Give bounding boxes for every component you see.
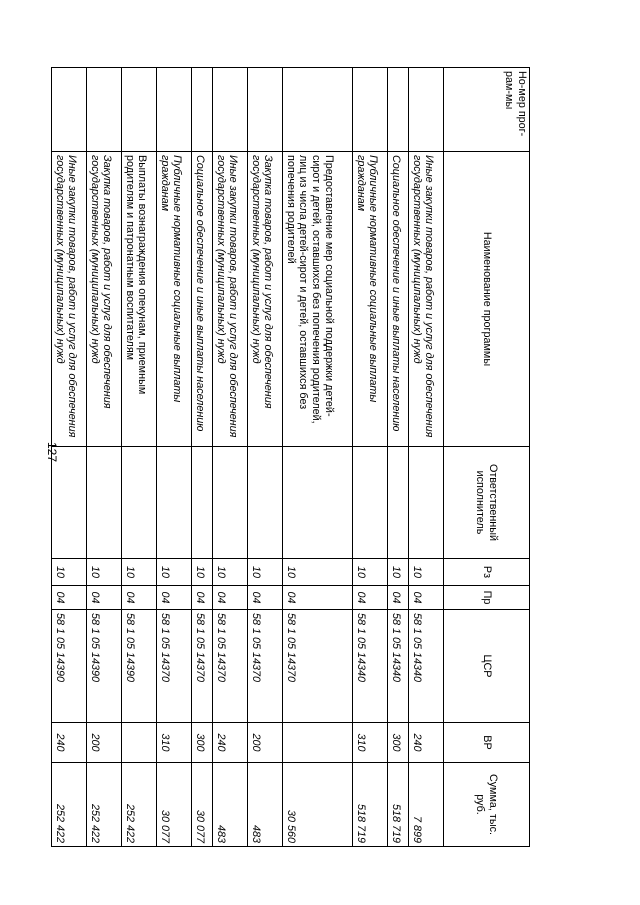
cell-program-number bbox=[157, 68, 192, 152]
table-row bbox=[248, 68, 283, 847]
table-row bbox=[213, 68, 248, 847]
cell-program-number bbox=[353, 68, 388, 152]
header-sum: Сумма, тыс. руб. bbox=[444, 763, 530, 847]
cell-rz: 10 bbox=[283, 559, 353, 586]
cell-vr: 240 bbox=[52, 723, 87, 763]
cell-csr: 58 1 05 14370 bbox=[248, 610, 283, 723]
rotated-table-container bbox=[53, 67, 530, 846]
cell-responsible bbox=[353, 447, 388, 559]
cell-vr: 200 bbox=[87, 723, 122, 763]
cell-program-name: Предоставление мер социальной поддержки детей-сирот и детей, оставшихся без попечения родителей, лиц из числа детей-сирот и детей, оставшихся без попечения родителей bbox=[283, 152, 353, 447]
cell-sum: 252 422 bbox=[87, 763, 122, 847]
header-program-number: Но-мер прог-рам-мы bbox=[444, 68, 530, 152]
cell-pr: 04 bbox=[87, 586, 122, 610]
cell-csr: 58 1 05 14340 bbox=[409, 610, 444, 723]
header-vr: ВР bbox=[444, 723, 530, 763]
cell-program-number bbox=[248, 68, 283, 152]
cell-vr: 240 bbox=[409, 723, 444, 763]
cell-vr bbox=[283, 723, 353, 763]
cell-rz: 10 bbox=[409, 559, 444, 586]
cell-program-name: Выплаты вознаграждения опекунам, приемным родителям и патронатным воспитателям bbox=[122, 152, 157, 447]
table-header-row bbox=[444, 68, 530, 847]
cell-csr: 58 1 05 14340 bbox=[388, 610, 409, 723]
cell-program-name: Публичные нормативные социальные выплаты гражданам bbox=[353, 152, 388, 447]
cell-rz: 10 bbox=[248, 559, 283, 586]
cell-rz: 10 bbox=[87, 559, 122, 586]
cell-program-name: Иные закупки товаров, работ и услуг для обеспечения государственных (муниципальных) нужд bbox=[213, 152, 248, 447]
cell-sum: 252 422 bbox=[52, 763, 87, 847]
cell-program-name: Закупка товаров, работ и услуг для обеспечения государственных (муниципальных) нужд bbox=[248, 152, 283, 447]
cell-responsible bbox=[192, 447, 213, 559]
cell-rz: 10 bbox=[192, 559, 213, 586]
cell-program-number bbox=[52, 68, 87, 152]
cell-csr: 58 1 05 14390 bbox=[122, 610, 157, 723]
cell-program-number bbox=[87, 68, 122, 152]
cell-vr: 310 bbox=[157, 723, 192, 763]
cell-program-number bbox=[388, 68, 409, 152]
cell-csr: 58 1 05 14370 bbox=[192, 610, 213, 723]
cell-csr: 58 1 05 14370 bbox=[157, 610, 192, 723]
cell-pr: 04 bbox=[409, 586, 444, 610]
table-row bbox=[52, 68, 87, 847]
cell-vr: 310 bbox=[353, 723, 388, 763]
cell-rz: 10 bbox=[122, 559, 157, 586]
cell-program-name: Закупка товаров, работ и услуг для обеспечения государственных (муниципальных) нужд bbox=[87, 152, 122, 447]
header-rz: Рз bbox=[444, 559, 530, 586]
table-row bbox=[192, 68, 213, 847]
header-responsible: Ответственный исполнитель bbox=[444, 447, 530, 559]
cell-responsible bbox=[122, 447, 157, 559]
table-row bbox=[409, 68, 444, 847]
cell-pr: 04 bbox=[248, 586, 283, 610]
cell-program-name: Социальное обеспечение и иные выплаты населению bbox=[192, 152, 213, 447]
cell-program-name: Иные закупки товаров, работ и услуг для обеспечения государственных (муниципальных) нужд bbox=[409, 152, 444, 447]
program-table bbox=[51, 67, 530, 847]
cell-rz: 10 bbox=[52, 559, 87, 586]
header-pr: Пр bbox=[444, 586, 530, 610]
cell-responsible bbox=[283, 447, 353, 559]
cell-program-number bbox=[283, 68, 353, 152]
cell-vr bbox=[122, 723, 157, 763]
cell-sum: 483 bbox=[213, 763, 248, 847]
cell-pr: 04 bbox=[52, 586, 87, 610]
table-row bbox=[283, 68, 353, 847]
cell-sum: 30 077 bbox=[192, 763, 213, 847]
cell-sum: 7 899 bbox=[409, 763, 444, 847]
header-csr: ЦСР bbox=[444, 610, 530, 723]
cell-pr: 04 bbox=[388, 586, 409, 610]
cell-sum: 30 077 bbox=[157, 763, 192, 847]
cell-responsible bbox=[248, 447, 283, 559]
cell-responsible bbox=[157, 447, 192, 559]
header-program-name: Наименование программы bbox=[444, 152, 530, 447]
cell-responsible bbox=[409, 447, 444, 559]
cell-pr: 04 bbox=[122, 586, 157, 610]
cell-pr: 04 bbox=[213, 586, 248, 610]
cell-pr: 04 bbox=[192, 586, 213, 610]
cell-sum: 518 719 bbox=[353, 763, 388, 847]
cell-vr: 300 bbox=[388, 723, 409, 763]
cell-rz: 10 bbox=[213, 559, 248, 586]
cell-sum: 483 bbox=[248, 763, 283, 847]
cell-responsible bbox=[213, 447, 248, 559]
cell-program-number bbox=[409, 68, 444, 152]
cell-responsible bbox=[388, 447, 409, 559]
cell-sum: 252 422 bbox=[122, 763, 157, 847]
cell-vr: 240 bbox=[213, 723, 248, 763]
table-row bbox=[87, 68, 122, 847]
cell-csr: 58 1 05 14390 bbox=[52, 610, 87, 723]
cell-program-name: Иные закупки товаров, работ и услуг для обеспечения государственных (муниципальных) нужд bbox=[52, 152, 87, 447]
table-row bbox=[353, 68, 388, 847]
cell-responsible bbox=[87, 447, 122, 559]
cell-rz: 10 bbox=[353, 559, 388, 586]
cell-rz: 10 bbox=[388, 559, 409, 586]
table-row bbox=[122, 68, 157, 847]
cell-sum: 518 719 bbox=[388, 763, 409, 847]
cell-csr: 58 1 05 14370 bbox=[283, 610, 353, 723]
cell-vr: 200 bbox=[248, 723, 283, 763]
cell-pr: 04 bbox=[157, 586, 192, 610]
page-number: 127 bbox=[45, 441, 59, 463]
cell-csr: 58 1 05 14340 bbox=[353, 610, 388, 723]
table-row bbox=[157, 68, 192, 847]
cell-sum: 30 560 bbox=[283, 763, 353, 847]
cell-program-number bbox=[192, 68, 213, 152]
cell-program-number bbox=[122, 68, 157, 152]
cell-responsible bbox=[52, 447, 87, 559]
table-row bbox=[388, 68, 409, 847]
cell-csr: 58 1 05 14390 bbox=[87, 610, 122, 723]
cell-pr: 04 bbox=[353, 586, 388, 610]
cell-pr: 04 bbox=[283, 586, 353, 610]
cell-program-name: Публичные нормативные социальные выплаты гражданам bbox=[157, 152, 192, 447]
cell-rz: 10 bbox=[157, 559, 192, 586]
cell-program-number bbox=[213, 68, 248, 152]
cell-program-name: Социальное обеспечение и иные выплаты населению bbox=[388, 152, 409, 447]
cell-vr: 300 bbox=[192, 723, 213, 763]
cell-csr: 58 1 05 14370 bbox=[213, 610, 248, 723]
